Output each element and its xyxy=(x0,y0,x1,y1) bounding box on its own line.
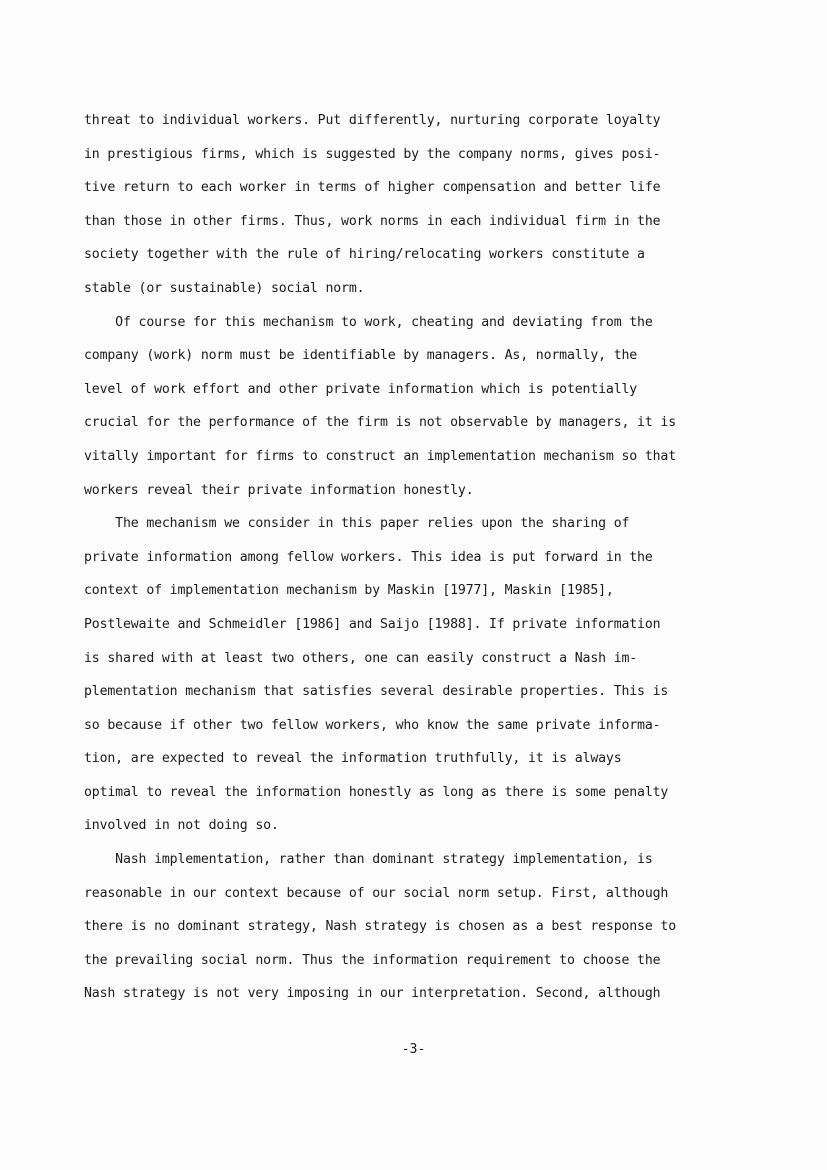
text-line: there is no dominant strategy, Nash strategy is chosen as a best response to xyxy=(84,919,677,935)
text-line: society together with the rule of hiring/relocating workers constitute a xyxy=(84,247,645,263)
text-line: Nash implementation, rather than dominant strategy implementation, is xyxy=(84,852,653,868)
text-line: involved in not doing so. xyxy=(84,818,279,834)
text-line: is shared with at least two others, one can easily construct a Nash im- xyxy=(84,650,638,666)
text-line: plementation mechanism that satisfies several desirable properties. This is xyxy=(84,684,669,700)
text-line: in prestigious firms, which is suggested by the company norms, gives posi- xyxy=(84,146,661,162)
text-line: Nash strategy is not very imposing in our interpretation. Second, although xyxy=(84,986,661,1002)
text-line: than those in other firms. Thus, work norms in each individual firm in the xyxy=(84,213,661,229)
text-line: Of course for this mechanism to work, cheating and deviating from the xyxy=(84,314,653,330)
text-line: level of work effort and other private information which is potentially xyxy=(84,381,638,397)
text-line: the prevailing social norm. Thus the information requirement to choose the xyxy=(84,952,661,968)
text-line: reasonable in our context because of our social norm setup. First, although xyxy=(84,885,669,901)
body-text xyxy=(84,104,734,1011)
text-line: threat to individual workers. Put differently, nurturing corporate loyalty xyxy=(84,113,661,128)
text-line: The mechanism we consider in this paper relies upon the sharing of xyxy=(84,516,630,532)
text-line: vitally important for firms to construct an implementation mechanism so that xyxy=(84,448,677,464)
text-line: crucial for the performance of the firm is not observable by managers, it is xyxy=(84,415,677,431)
text-line: so because if other two fellow workers, who know the same private informa- xyxy=(84,717,661,733)
text-line: private information among fellow workers. This idea is put forward in the xyxy=(84,549,653,565)
text-line: optimal to reveal the information honestly as long as there is some penalty xyxy=(84,784,669,800)
text-line: company (work) norm must be identifiable by managers. As, normally, the xyxy=(84,348,638,364)
text-line: tive return to each worker in terms of higher compensation and better life xyxy=(84,180,661,196)
text-line: stable (or sustainable) social norm. xyxy=(84,280,365,296)
text-line: Postlewaite and Schmeidler [1986] and Saijo [1988]. If private information xyxy=(84,616,661,632)
text-line: context of implementation mechanism by Maskin [1977], Maskin [1985], xyxy=(84,583,614,599)
text-line: tion, are expected to reveal the information truthfully, it is always xyxy=(84,751,622,767)
page-number: -3- xyxy=(401,1042,426,1057)
text-line: workers reveal their private information honestly. xyxy=(84,482,474,498)
